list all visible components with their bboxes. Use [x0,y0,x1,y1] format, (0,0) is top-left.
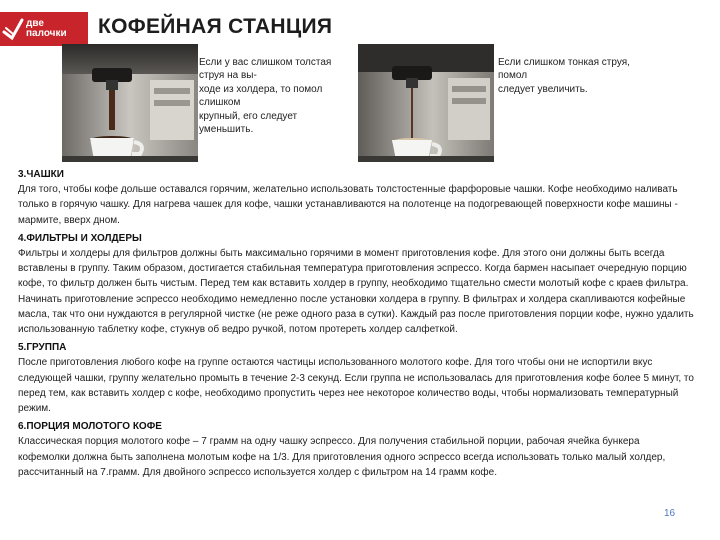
section-heading-group: 5.ГРУППА [18,342,67,354]
caption-line: следует увеличить. [498,83,588,95]
section-text-cups: Для того, чтобы кофе дольше оставался горячим, желательно использовать толстостенные фарфоровые чашки. Кофе необходимо наливать только в горячую чашку. Для нагрева чашек для кофе, чашки устанавливаются на полотенце на подогревающей поверхности кофе машины - мармите, вверх дном. [18,184,678,226]
chopsticks-icon [0,12,26,46]
section-heading-portion: 6.ПОРЦИЯ МОЛОТОГО КОФЕ [18,421,162,433]
main-text [18,167,694,483]
section-text-portion: Классическая порция молотого кофе – 7 грамм на одну чашку эспрессо. Для получения стабильной порции, рабочая ячейка бункера кофемолки должна быть заполнена молотым кофе на 1/3. Для приготовления одного эспрессо всегда использовать только малый холдер, рассчитанный на 7.грамм. Для двойного эспрессо используется холдер с фильтром на 14 грамм кофе. [18,436,666,478]
caption-thin-stream [498,56,668,96]
caption-line: уменьшить. [199,124,254,136]
caption-line: ходе из холдера, то помол [199,83,323,95]
logo-line-1: две [26,18,44,29]
caption-line: струя на вы- [199,70,257,82]
page-number: 16 [664,508,676,519]
section-heading-cups: 3.ЧАШКИ [18,169,64,180]
section-text-filters: Фильтры и холдеры для фильтров должны быть максимально горячими в момент приготовления кофе. Для этого они должны быть всегда вставлены в группу. Таким образом, достигается стабильная температура приготовления эспрессо. Когда бармен насыпает очередную порцию кофе, то фильтр должен быть чистым. Перед тем как вставить холдер в группу, необходимо тщательно смести молотый кофе с краев фильтра. Начинать приготовление эспрессо необходимо немедленно после установки холдера в группу. В фильтрах и холдера скапливаются кофейные масла, так что они нуждаются в регулярной чистке (не реже одного раза в сутки). Каждый раз после приготовления порции кофе, нужно удалить использованную таблетку кофе, стукнув об ведро ручкой, потом протереть холдер салфеткой. [18,248,694,336]
espresso-photo-thin-stream [358,44,494,162]
espresso-photo-thick-stream [62,44,198,162]
section-text-group: После приготовления любого кофе на группе остаются частицы использованного молотого кофе. Для того чтобы они не испортили вкус следующей чашки, группу желательно промыть в течение 2-3 секунд. Если группа не использовалась для приготовления кофе более 5 минут, то перед тем, как вставить холдер с кофе, необходимо пропустить через нее некоторое количество воды, чтобы нормализовать температурный режим. [18,357,694,415]
section-heading-filters: 4.ФИЛЬТРЫ И ХОЛДЕРЫ [18,232,142,244]
caption-line: помол [498,70,528,82]
logo-line-2: палочки [26,28,67,39]
brand-logo [0,12,88,46]
caption-line: Если слишком тонкая струя, [498,57,630,68]
page-title: КОФЕЙНАЯ СТАНЦИЯ [98,15,333,38]
caption-line: крупный, его следует [199,110,298,122]
caption-line: слишком [199,97,241,109]
caption-line: Если у вас слишком толстая [199,57,332,68]
caption-thick-stream [199,56,349,136]
